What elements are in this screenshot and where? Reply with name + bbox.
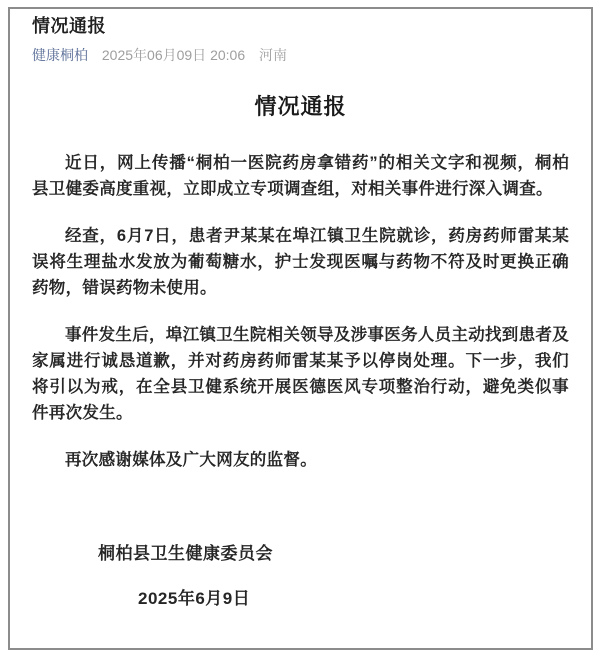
notice-paragraph-1: 近日，网上传播“桐柏一医院药房拿错药”的相关文字和视频，桐柏县卫健委高度重视，立即成立专项调查组，对相关事件进行深入调查。 [32, 154, 569, 198]
notice-paragraph-3: 事件发生后，埠江镇卫生院相关领导及涉事医务人员主动找到患者及家属进行诚恳道歉，并对药房药师雷某某予以停岗处理。下一步，我们将引以为戒，在全县卫健系统开展医德医风专项整治行动，避免类似事件再次发生。 [32, 326, 569, 422]
notice-paragraph-2: 经查，6月7日，患者尹某某在埠江镇卫生院就诊，药房药师雷某某误将生理盐水发放为葡萄糖水，护士发现医嘱与药物不符及时更换正确药物，错误药物未使用。 [32, 227, 569, 297]
article-title: 情况通报 [32, 16, 106, 36]
publish-datetime: 2025年06月09日 20:06 [101, 47, 246, 63]
article-meta-row [32, 45, 569, 65]
notice-frame [8, 7, 593, 650]
publish-location: 河南 [259, 47, 287, 63]
signature-date: 2025年6月9日 [138, 589, 251, 608]
account-name-link[interactable]: 健康桐柏 [32, 47, 88, 63]
notice-paragraph-4: 再次感谢媒体及广大网友的监督。 [65, 451, 317, 469]
signature-organization: 桐柏县卫生健康委员会 [98, 544, 273, 563]
notice-heading: 情况通报 [254, 94, 347, 119]
